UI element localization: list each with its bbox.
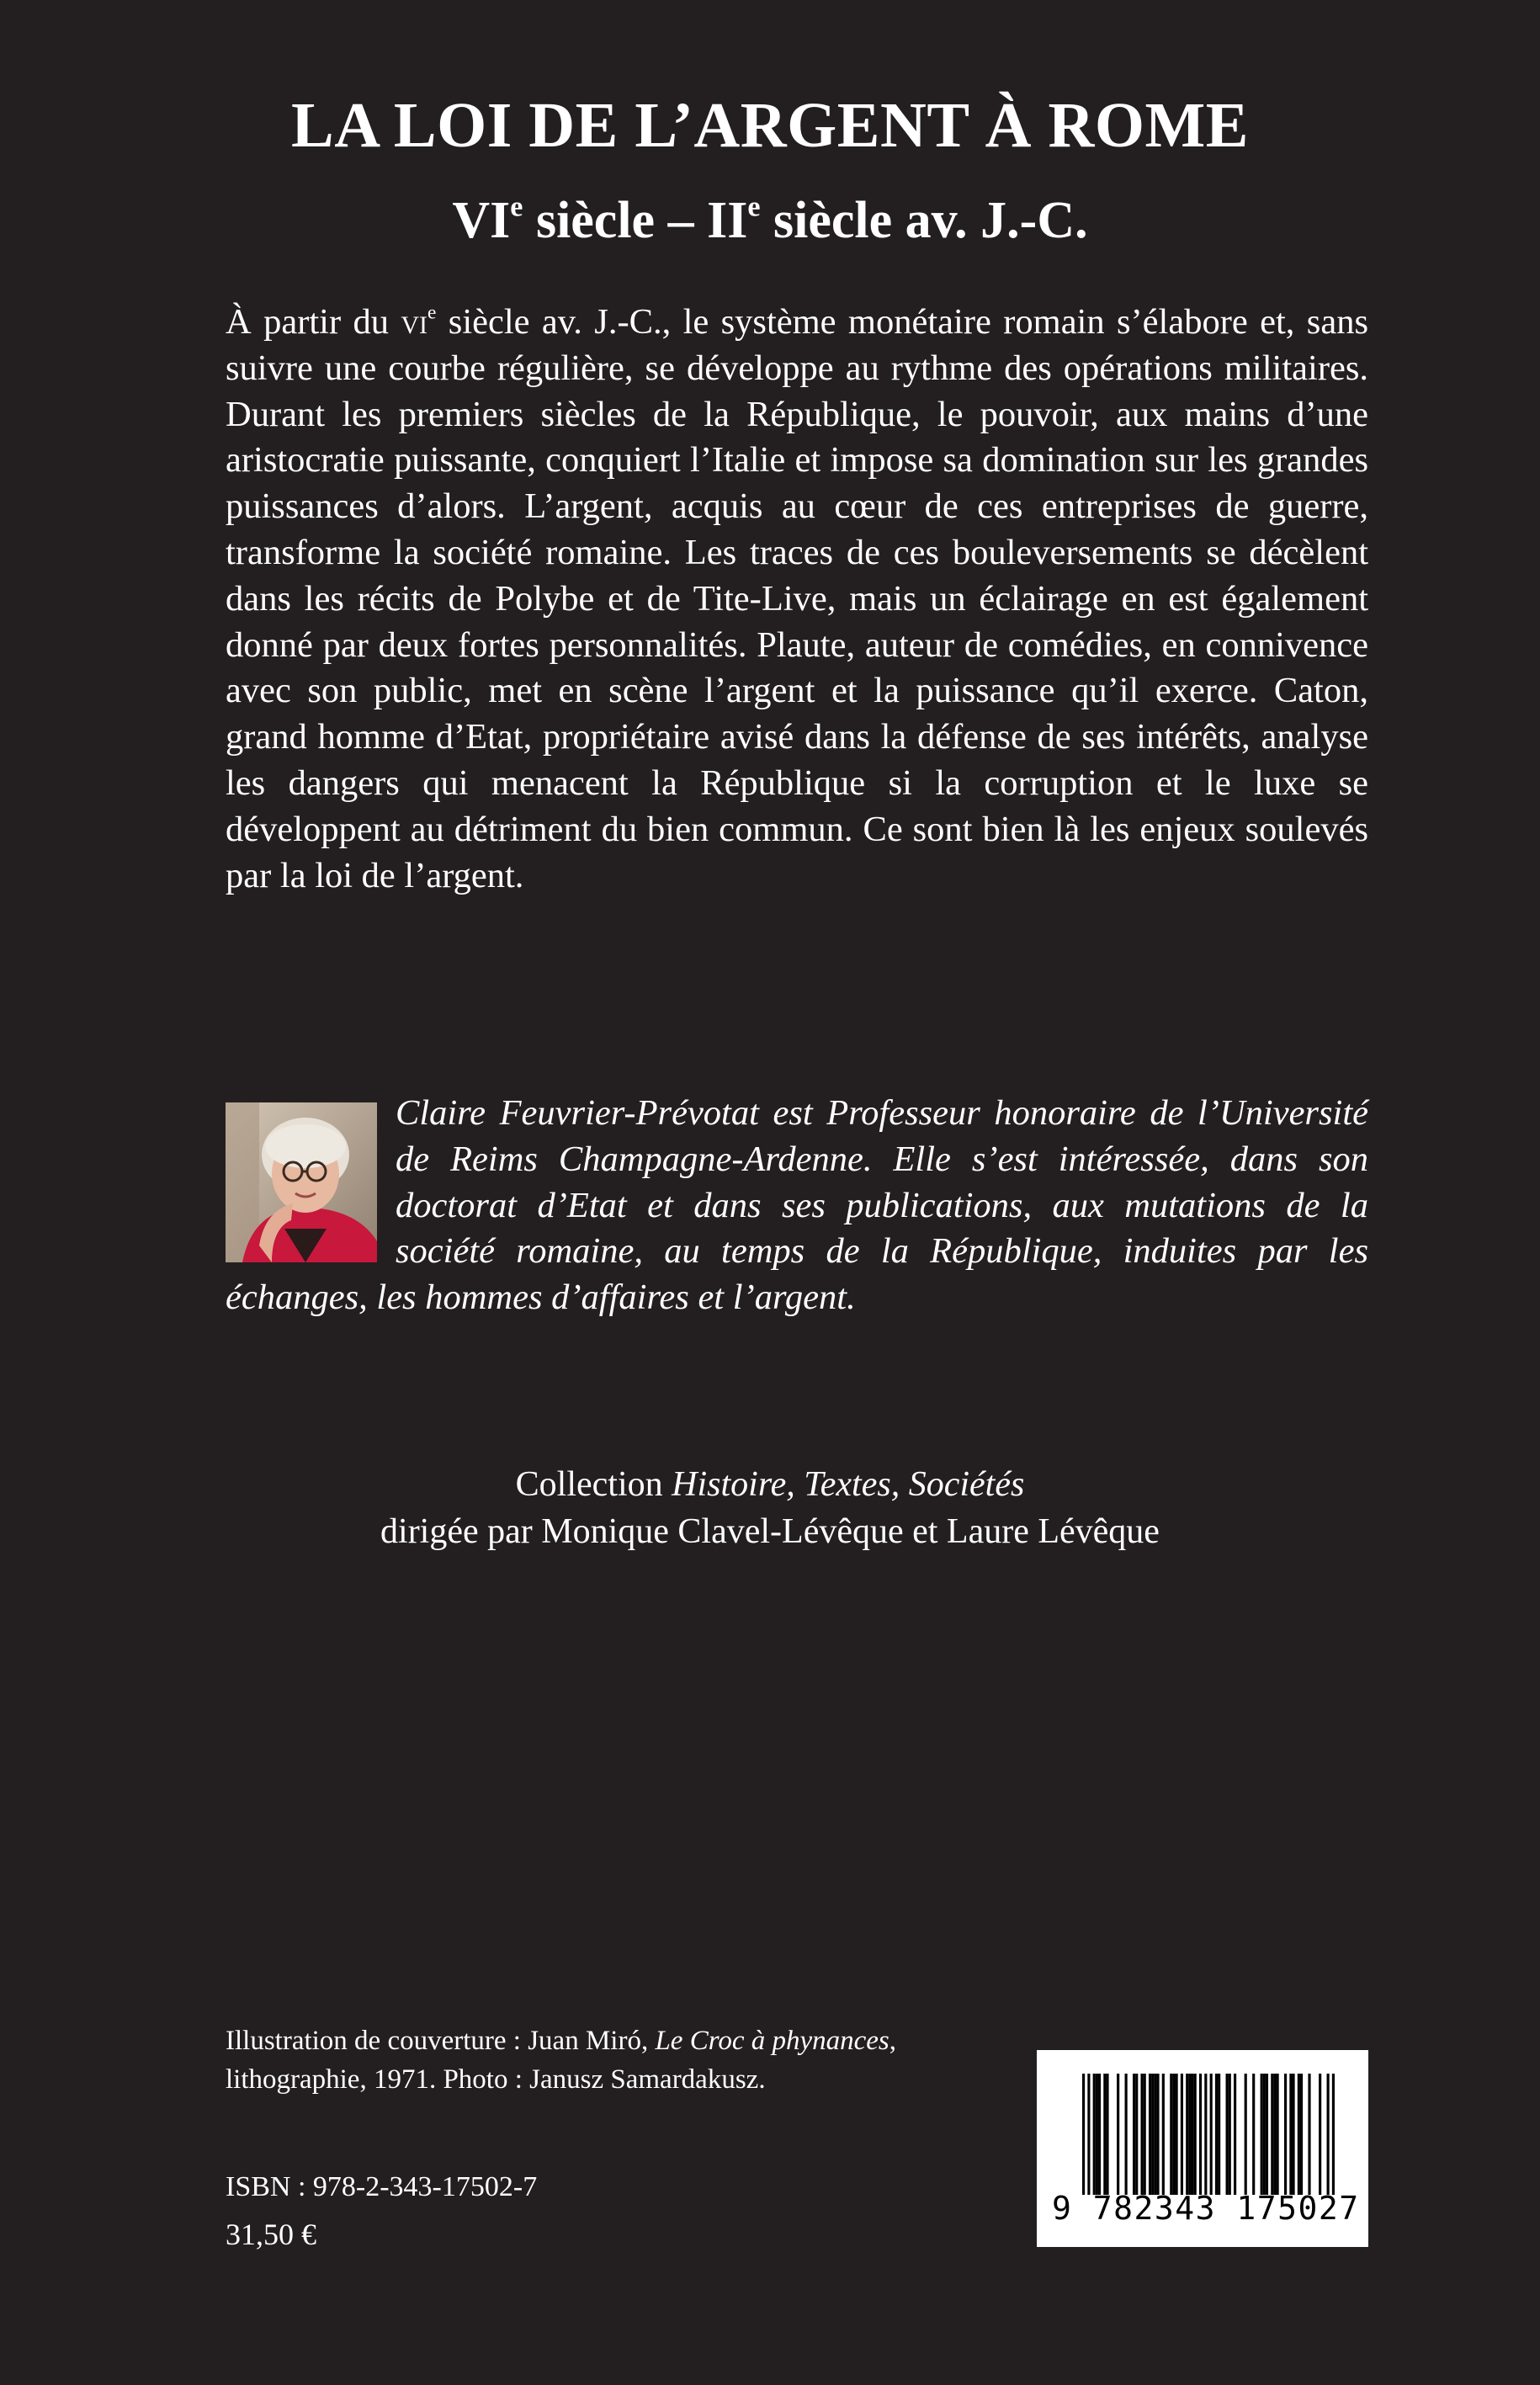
collection-name: Histoire, Textes, Sociétés <box>672 1465 1025 1504</box>
subtitle-sup-end: e <box>747 191 761 223</box>
book-title: LA LOI DE L’ARGENT À ROME <box>291 90 1249 161</box>
barcode-bar <box>1229 2074 1231 2195</box>
barcode-bar <box>1176 2074 1178 2195</box>
barcode-bar <box>1266 2074 1268 2195</box>
cover-credits <box>226 2021 983 2099</box>
barcode-bar <box>1245 2074 1247 2195</box>
barcode-bar <box>1170 2074 1172 2195</box>
barcode-bar <box>1154 2074 1156 2195</box>
credits-suffix: , <box>889 2026 897 2056</box>
barcode-bar <box>1181 2074 1183 2195</box>
barcode-bar <box>1277 2074 1279 2195</box>
isbn: ISBN : 978-2-343-17502-7 <box>226 2171 538 2202</box>
barcode-bar <box>1284 2074 1287 2195</box>
barcode-bar <box>1199 2074 1202 2195</box>
barcode-bar <box>1149 2074 1151 2195</box>
price: 31,50 € <box>226 2218 316 2251</box>
collection-info <box>0 1461 1540 1555</box>
barcode-bar <box>1204 2074 1207 2195</box>
barcode-bar <box>1194 2074 1197 2195</box>
summary-body: siècle av. J.-C., le système monétaire romain s’élabore et, sans suivre une courbe régulière, se développe au rythme des opérations militaires. Durant les premiers siècles de la République, le pouvoir, aux mains d’une aristocratie puissante, conquiert l’Italie et impose sa domination sur les grandes puissances d’alors. L’argent, acquis au cœur de ces entreprises de guerre, transforme la société romaine. Les traces de ces bouleversements se décèlent dans les récits de Polybe et de Tite-Live, mais un éclairage en est également donné par deux fortes personnalités. Plaute, auteur de comédies, en connivence avec son public, met en scène l’argent et la puissance qu’il exerce. Caton, grand homme d’Etat, propriétaire avisé dans la défense de ses intérêts, analyse les dangers qui menacent la République si la corruption et le luxe se développent au détriment du bien commun. Ce sont bien là les enjeux soulevés par la loi de l’argent. <box>226 302 1368 895</box>
barcode-bar <box>1226 2074 1229 2195</box>
credits-line-1 <box>226 2021 983 2060</box>
barcode-bar <box>1125 2074 1128 2195</box>
barcode-bar <box>1271 2074 1273 2195</box>
barcode-bar <box>1186 2074 1188 2195</box>
barcode-bar <box>1082 2074 1085 2195</box>
book-subtitle <box>0 192 1540 249</box>
barcode-bar <box>1252 2074 1255 2195</box>
author-biography <box>226 1091 1368 1321</box>
barcode-bar <box>1319 2074 1321 2195</box>
barcode-bar <box>1191 2074 1193 2195</box>
barcode-bar <box>1087 2074 1090 2195</box>
subtitle-century-start: VI <box>452 192 511 249</box>
barcode <box>1037 2050 1368 2247</box>
barcode-bar <box>1327 2074 1330 2195</box>
barcode-bar <box>1144 2074 1146 2195</box>
summary-century: vi <box>401 302 428 342</box>
barcode-bar <box>1308 2074 1310 2195</box>
subtitle-era: siècle av. J.-C. <box>760 192 1088 249</box>
barcode-bar <box>1218 2074 1220 2195</box>
barcode-bar <box>1234 2074 1236 2195</box>
credits-line-2: lithographie, 1971. Photo : Janusz Samardakusz. <box>226 2064 766 2095</box>
barcode-bar <box>1300 2074 1303 2195</box>
barcode-bar <box>1117 2074 1119 2195</box>
collection-line <box>0 1461 1540 1508</box>
barcode-bar <box>1106 2074 1108 2195</box>
barcode-bar <box>1261 2074 1263 2195</box>
author-bio-text: Claire Feuvrier-Prévotat est Professeur honoraire de l’Université de Reims Champagne-Ardenne. Elle s’est intéressée, dans son doctorat d’Etat et dans ses publications, aux mutations de la société romaine, au temps de la République, induites par les échanges, les hommes d’affaires et l’argent. <box>226 1093 1368 1318</box>
barcode-bar <box>1215 2074 1218 2195</box>
credits-artwork: Le Croc à phynances <box>655 2026 889 2056</box>
book-summary <box>226 300 1368 899</box>
barcode-bar <box>1162 2074 1165 2195</box>
barcode-bar <box>1103 2074 1106 2195</box>
barcode-bar <box>1135 2074 1138 2195</box>
barcode-bar <box>1133 2074 1135 2195</box>
barcode-bar <box>1151 2074 1154 2195</box>
barcode-bar <box>1332 2074 1335 2195</box>
barcode-bar <box>1098 2074 1101 2195</box>
summary-lead: À partir du <box>226 302 401 342</box>
barcode-bar <box>1096 2074 1098 2195</box>
barcode-bar <box>1292 2074 1294 2195</box>
credits-prefix: Illustration de couverture : Juan Miró, <box>226 2026 656 2056</box>
barcode-bar <box>1188 2074 1191 2195</box>
barcode-bar <box>1156 2074 1159 2195</box>
subtitle-century-end: siècle – II <box>523 192 748 249</box>
barcode-bar <box>1140 2074 1143 2195</box>
barcode-bar <box>1298 2074 1300 2195</box>
barcode-bar <box>1273 2074 1276 2195</box>
barcode-bar <box>1093 2074 1096 2195</box>
summary-century-sup: e <box>427 301 437 324</box>
barcode-bar <box>1172 2074 1175 2195</box>
collection-directors: dirigée par Monique Clavel-Lévêque et Laure Lévêque <box>380 1512 1160 1551</box>
collection-prefix: Collection <box>515 1465 672 1504</box>
barcode-bar <box>1210 2074 1213 2195</box>
barcode-bar <box>1289 2074 1292 2195</box>
barcode-bars-icon <box>1082 2074 1335 2195</box>
subtitle-sup-start: e <box>510 191 523 223</box>
barcode-bar <box>1263 2074 1266 2195</box>
barcode-digits: 9 782343 175027 <box>1052 2190 1360 2227</box>
